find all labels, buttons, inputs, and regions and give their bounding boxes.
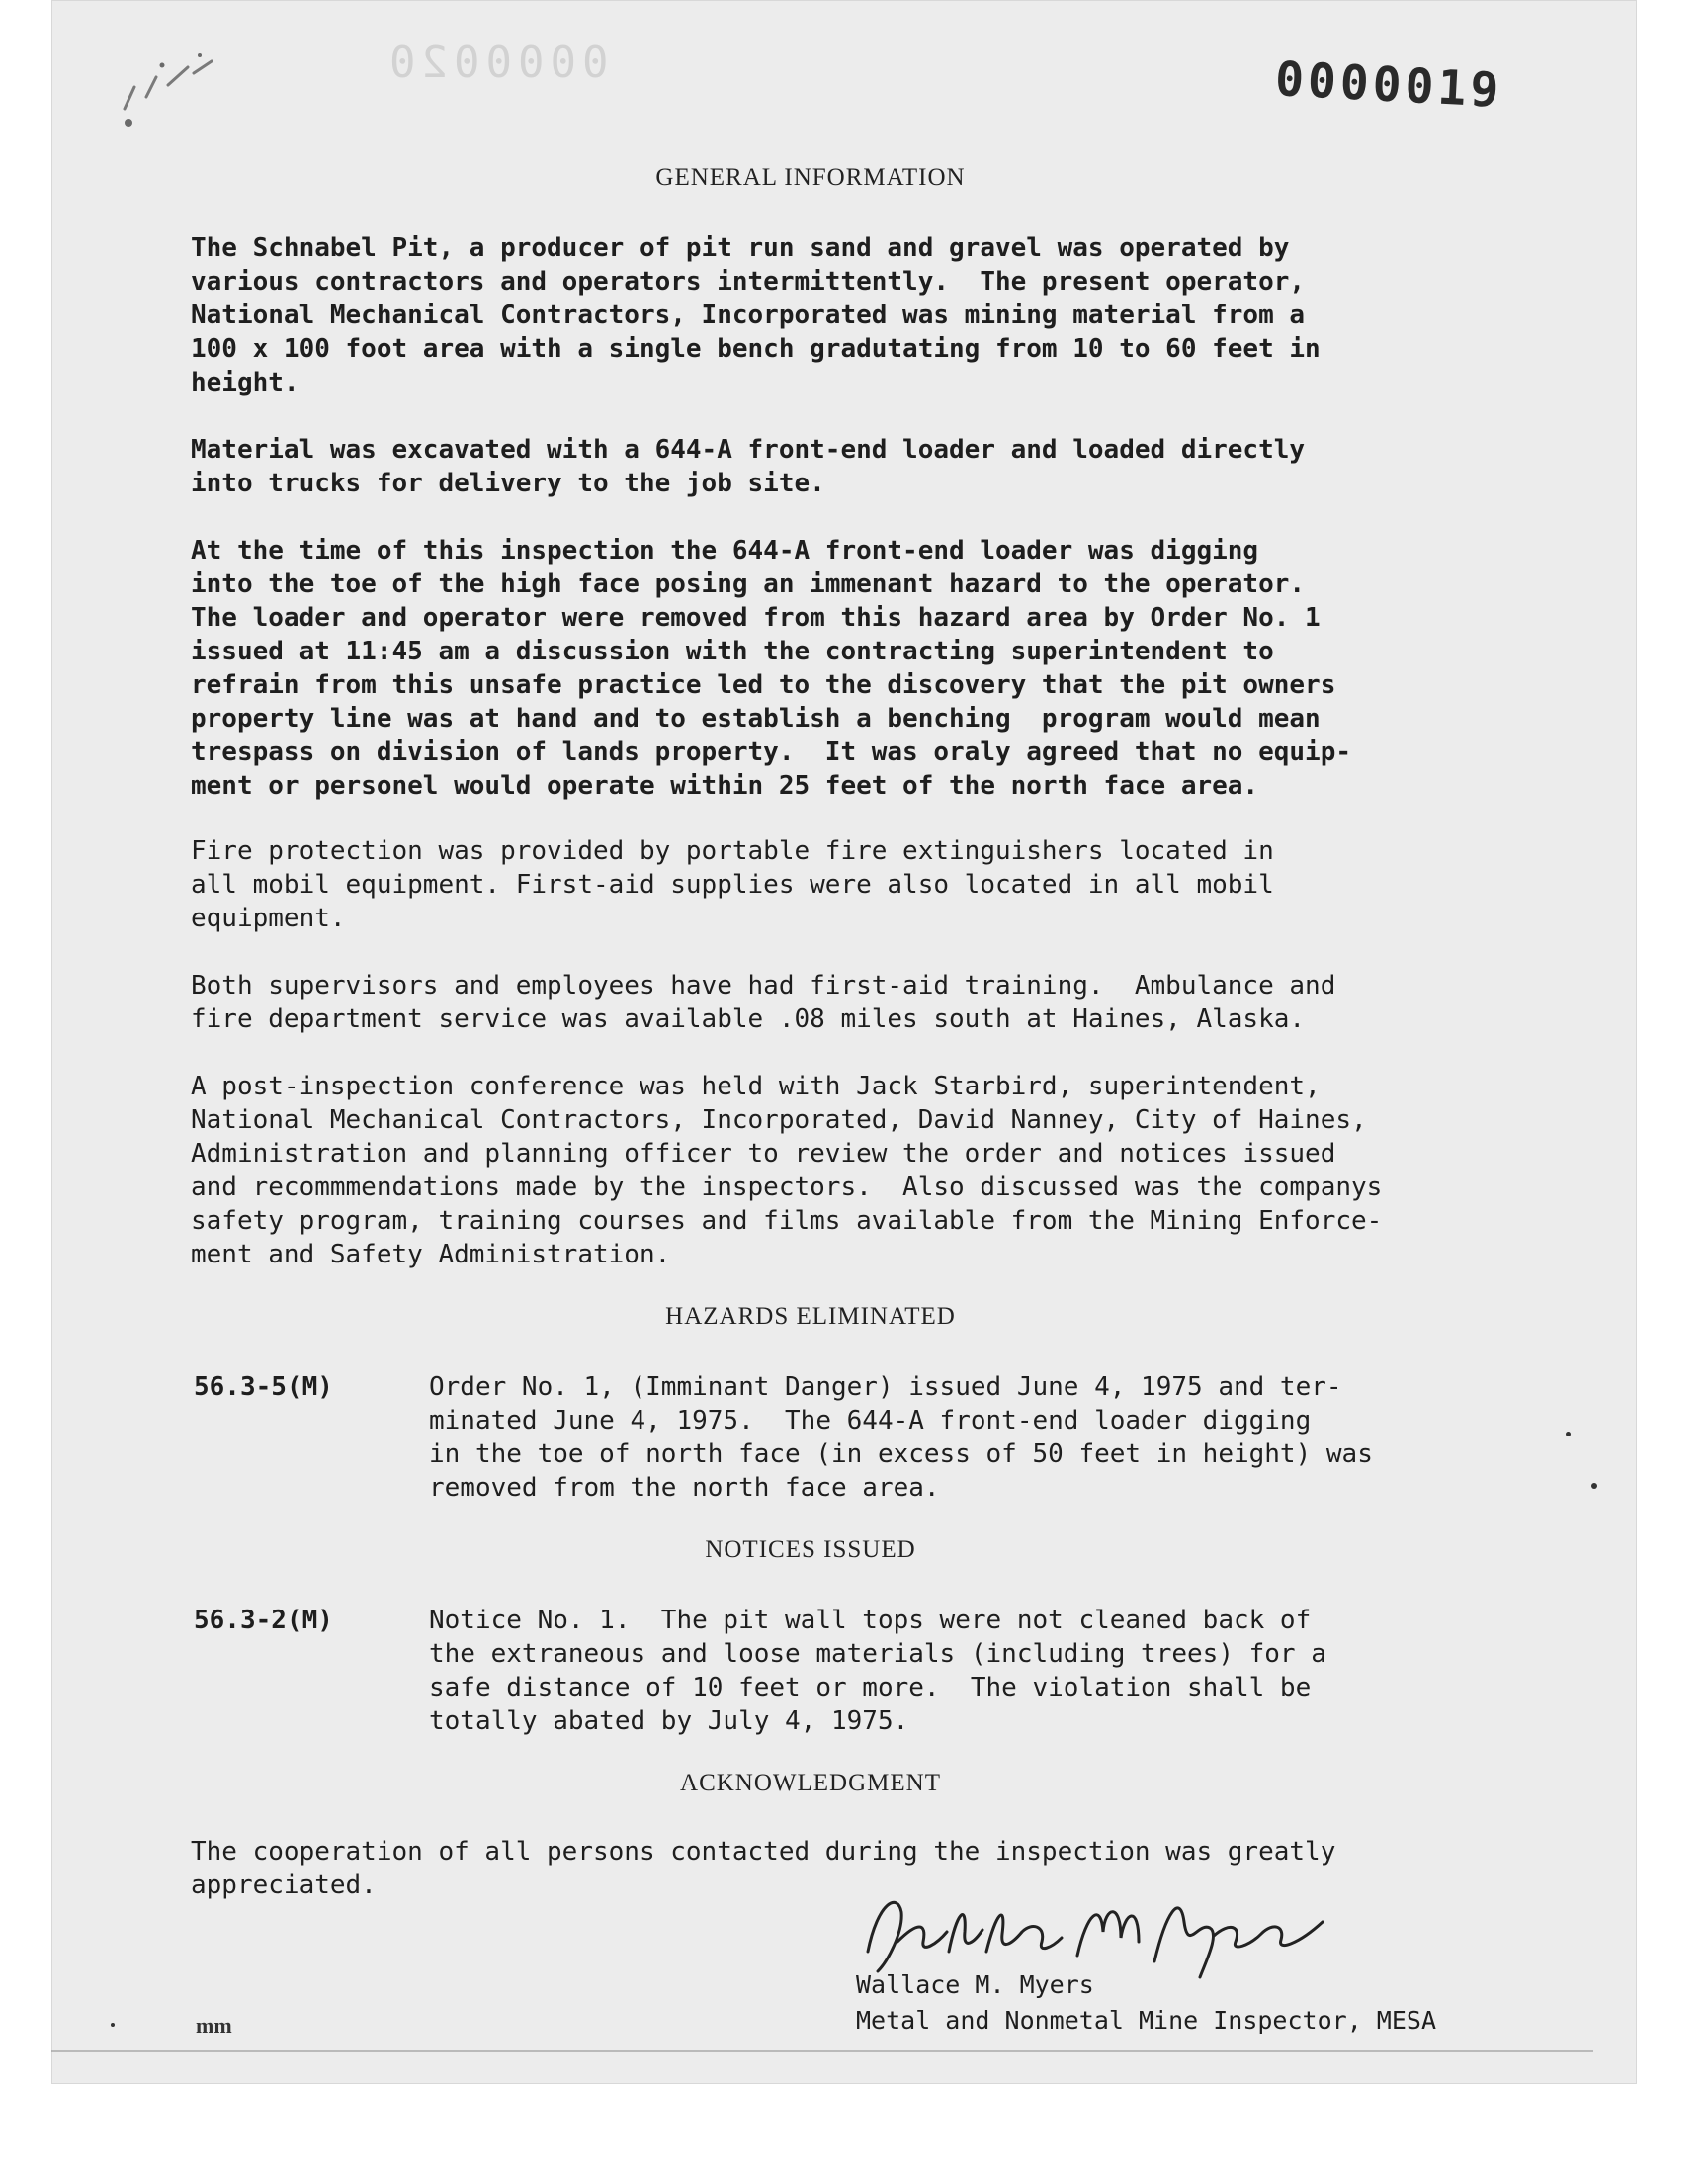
corner-scratch-marks: [117, 47, 225, 127]
hazard-order-text: Order No. 1, (Imminant Danger) issued June 4, 1975 and ter- minated June 4, 1975. The 644-A front-end loader digging in the toe of north face (in excess of 50 feet in height) was removed from the north face area.: [429, 1372, 1373, 1503]
paragraph-inspection-findings: At the time of this inspection the 644-A front-end loader was digging into the toe of the high face posing an immenant hazard to the operator. The loader and operator were removed from this hazard area by Order No. 1 issued at 11:45 am a discussion with the contracting superintendent to refrain from this unsafe practice led to the discovery that the pit owners property line was at hand and to establish a benching program would mean trespass on division of lands property. It was oraly agreed that no equip- ment or personel would operate within 25 feet of the north face area.: [191, 536, 1351, 801]
heading-hazards-eliminated: HAZARDS ELIMINATED: [665, 1303, 956, 1330]
paragraph-excavation: Material was excavated with a 644-A front-end loader and loaded directly into trucks for delivery to the job site.: [191, 435, 1306, 498]
scan-speck: [1591, 1483, 1597, 1489]
typist-initials: mm: [196, 2013, 232, 2038]
scan-speck: [111, 2023, 115, 2027]
heading-general-information: GENERAL INFORMATION: [655, 164, 966, 191]
scan-speck: [1566, 1432, 1571, 1436]
paragraph-acknowledgment: The cooperation of all persons contacted during the inspection was greatly appreciated.: [191, 1837, 1336, 1900]
notice-standard-code: 56.3-2(M): [194, 1606, 333, 1635]
heading-acknowledgment: ACKNOWLEDGMENT: [680, 1770, 941, 1796]
heading-notices-issued: NOTICES ISSUED: [705, 1536, 916, 1563]
paragraph-conference: A post-inspection conference was held with Jack Starbird, superintendent, National Mechanical Contractors, Incorporated, David Nanney, City of Haines, Administration and planning officer to review the order and notices issued and recommmendations made by the inspectors. Also discussed was the companys safety program, training courses and films available from the Mining Enforce- ment and Safety Administration.: [191, 1072, 1383, 1269]
signer-name: Wallace M. Myers: [856, 1970, 1094, 1999]
paragraph-pit-description: The Schnabel Pit, a producer of pit run sand and gravel was operated by various contractors and operators intermittently. The present operator, National Mechanical Contractors, Incorporated was mining material from a 100 x 100 foot area with a single bench gradutating from 10 to 60 feet in height.: [191, 233, 1321, 397]
page-edge-shadow: [51, 2050, 1593, 2052]
paragraph-fire-protection: Fire protection was provided by portable fire extinguishers located in all mobil equipment. First-aid supplies were also located in all mobil equipment.: [191, 836, 1274, 933]
page-stamp-number: 0000019: [1273, 51, 1504, 119]
faded-page-stamp: 0000020: [384, 38, 609, 88]
handwritten-signature: [858, 1882, 1332, 1981]
notice-text: Notice No. 1. The pit wall tops were not cleaned back of the extraneous and loose materials (including trees) for a safe distance of 10 feet or more. The violation shall be totally abated by July 4, 1975.: [429, 1606, 1326, 1736]
paragraph-first-aid: Both supervisors and employees have had first-aid training. Ambulance and fire department service was available .08 miles south at Haines, Alaska.: [191, 971, 1336, 1034]
hazard-standard-code: 56.3-5(M): [194, 1372, 333, 1402]
signer-title: Metal and Nonmetal Mine Inspector, MESA: [856, 2006, 1436, 2035]
